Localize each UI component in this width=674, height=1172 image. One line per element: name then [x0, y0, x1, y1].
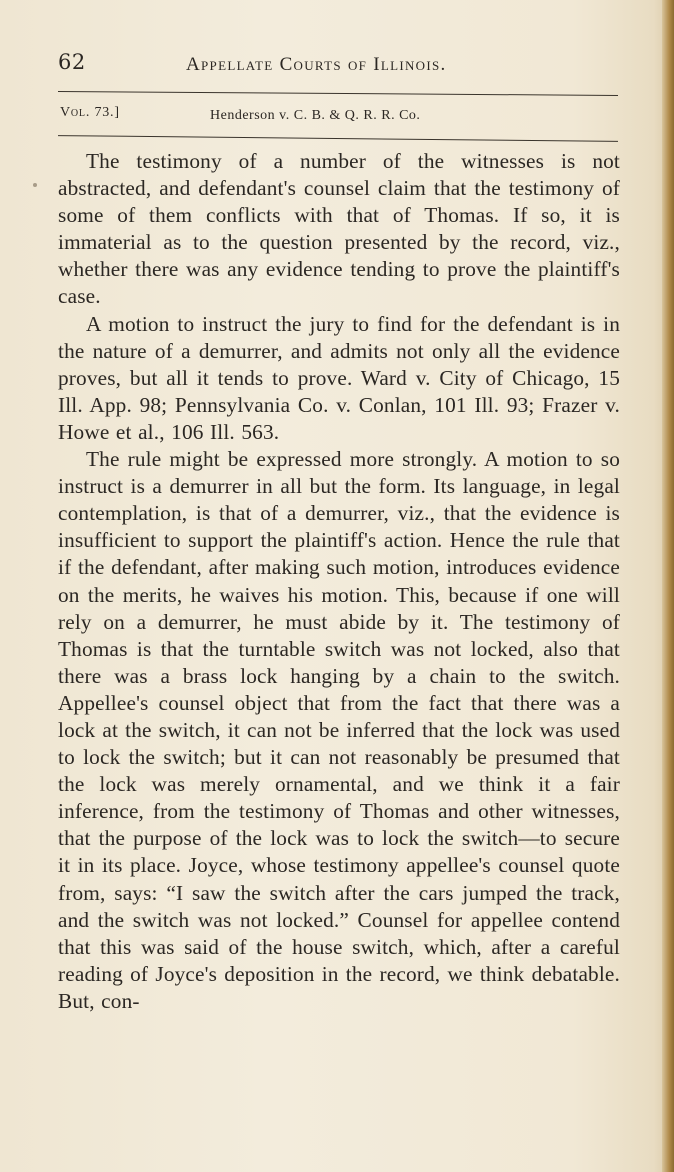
- paragraph: The rule might be expressed more strongly. A motion to so instruct is a demurrer in all but the form. Its language, in legal contemplation, is that of a demurrer, viz., that the evidence is insufficient to support the plaintiff's action. Hence the rule that if the defendant, after making such motion, introduces evidence on the merits, he waives his motion. This, because if one will rely on a demurrer, he must abide by it. The testimony of Thomas is that the turntable switch was not locked, also that there was a brass lock hanging by a chain to the switch. Appellee's counsel object that from the fact that there was a lock at the switch, it can not be inferred that the lock was used to lock the switch; but it can not reasonably be presumed that the lock was merely ornamental, and we think it a fair inference, from the testimony of Thomas and other witnesses, that the purpose of the lock was to lock the switch—to secure it in its place. Joyce, whose testimony appellee's counsel quote from, says: “I saw the switch after the cars jumped the track, and the switch was not locked.” Counsel for appellee contend that this was said of the house switch, which, after a careful reading of Joyce's deposition in the record, we think debatable. But, con-: [58, 447, 620, 1013]
- page-edge-shadow: [662, 0, 674, 1172]
- paragraph: The testimony of a number of the witnesses is not abstracted, and defendant's counsel claim that the testimony of some of them conflicts with that of Thomas. If so, it is immaterial as to the question presented by the record, viz., whether there was any evidence tending to prove the plaintiff's case.: [58, 149, 620, 309]
- running-head: [58, 48, 618, 82]
- running-title: Appellate Courts of Illinois.: [186, 54, 447, 75]
- header-rule-bottom: [58, 135, 618, 142]
- paragraph: A motion to instruct the jury to find for the defendant is in the nature of a demurrer, and admits not only all the evidence proves, but all it tends to prove. Ward v. City of Chicago, 15 Ill. App. 98; Pennsylvania Co. v. Conlan, 101 Ill. 93; Frazer v. Howe et al., 106 Ill. 563.: [58, 311, 620, 444]
- header-rule-top: [58, 91, 618, 96]
- case-name: Henderson v. C. B. & Q. R. R. Co.: [210, 108, 421, 123]
- volume-label: Vol. 73.]: [60, 105, 120, 120]
- page-number: 62: [58, 50, 86, 74]
- stray-ink-mark: [33, 183, 37, 187]
- case-caption: [60, 102, 620, 128]
- body-text: [58, 148, 620, 1015]
